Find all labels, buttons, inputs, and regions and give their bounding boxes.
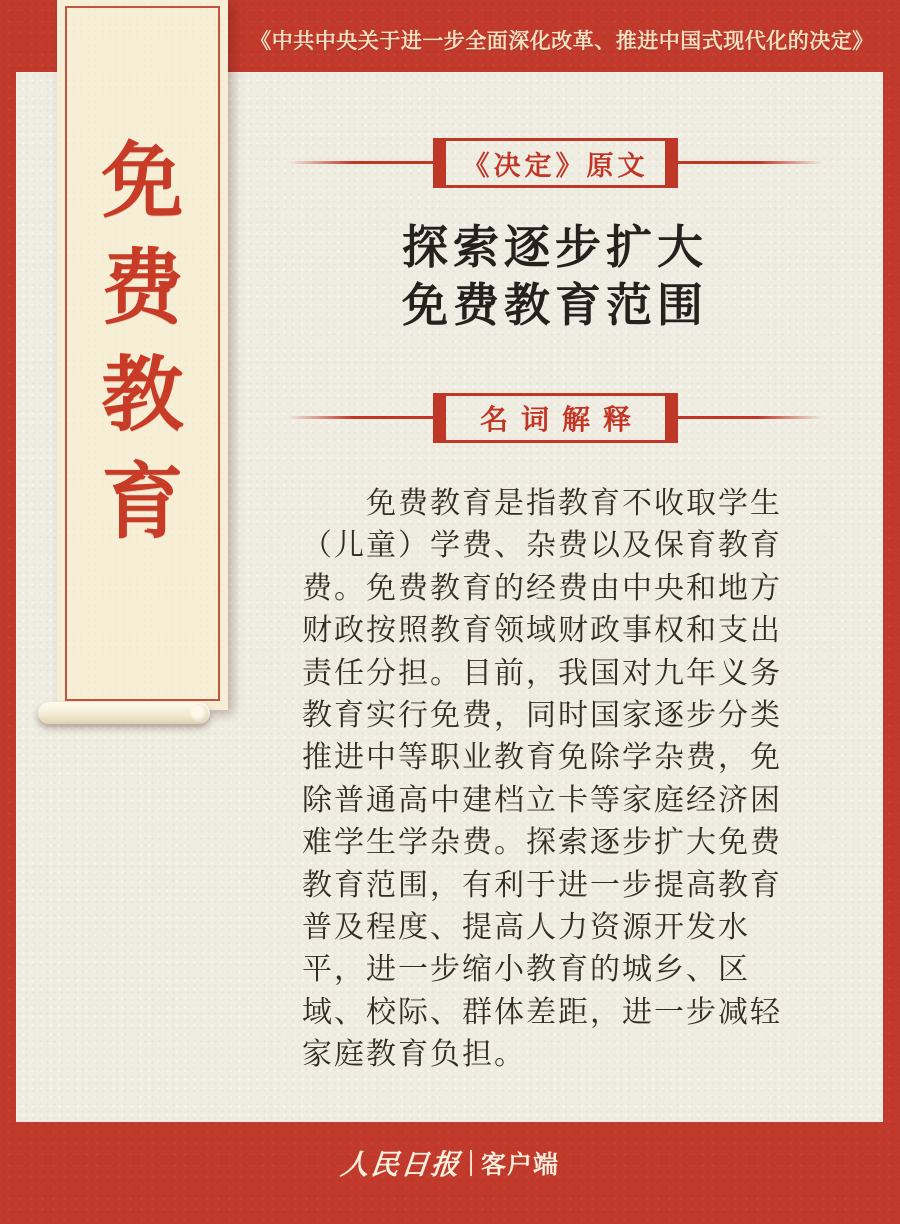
paragraph-line: 责任分担。目前，我国对九年义务 (302, 655, 782, 691)
glossary-paragraph (302, 483, 802, 1077)
peoples-daily-script-logo: 人民日报 (339, 1148, 463, 1181)
paragraph-line: （儿童）学费、杂费以及保育教育 (302, 528, 782, 564)
decision-title-line-1: 探索逐步扩大 (402, 220, 708, 274)
decision-title (240, 218, 870, 334)
glossary-badge-line-right (678, 416, 823, 419)
banner-char-2: 费 (101, 240, 184, 336)
paragraph-line: 难学生学杂费。探索逐步扩大免费 (302, 825, 782, 861)
glossary-badge (433, 393, 678, 443)
title-banner (57, 0, 228, 710)
glossary-badge-line-left (288, 416, 433, 419)
paragraph-line: 普及程度、提高人力资源开发水 (302, 910, 750, 946)
banner-char-4: 育 (101, 454, 184, 550)
client-app-label: 客户端 (481, 1150, 560, 1179)
paragraph-line: 免费教育是指教育不收取学生 (302, 486, 782, 521)
peoples-daily-logo (0, 1143, 900, 1183)
paragraph-line: 平，进一步缩小教育的城乡、区 (302, 952, 750, 988)
decision-badge-line-right (678, 161, 823, 164)
glossary-badge-label: 名词解释 (479, 403, 644, 436)
paragraph-line: 除普通高中建档立卡等家庭经济困 (302, 782, 782, 818)
decision-badge-line-left (288, 161, 433, 164)
decision-badge (433, 138, 678, 188)
header-quote: 《中共中央关于进一步全面深化改革、推进中国式现代化的决定》 (250, 28, 874, 53)
paragraph-line: 推进中等职业教育免除学杂费，免 (302, 740, 782, 776)
paragraph-line: 教育范围，有利于进一步提高教育 (302, 867, 782, 903)
banner-scroll-roll (38, 702, 210, 724)
paragraph-line: 费。免费教育的经费由中央和地方 (302, 570, 782, 606)
paragraph-line: 财政按照教育领域财政事权和支出 (302, 613, 782, 649)
banner-char-1: 免 (101, 133, 184, 229)
paragraph-line: 教育实行免费，同时国家逐步分类 (302, 698, 782, 734)
banner-char-3: 教 (101, 347, 184, 443)
banner-vertical-title (57, 0, 228, 556)
logo-divider (470, 1150, 472, 1176)
decision-title-line-2: 免费教育范围 (402, 278, 708, 332)
decision-badge-label: 《决定》原文 (462, 150, 649, 182)
paragraph-line: 域、校际、群体差距，进一步减轻 (302, 994, 782, 1030)
paragraph-line: 家庭教育负担。 (302, 1037, 526, 1073)
